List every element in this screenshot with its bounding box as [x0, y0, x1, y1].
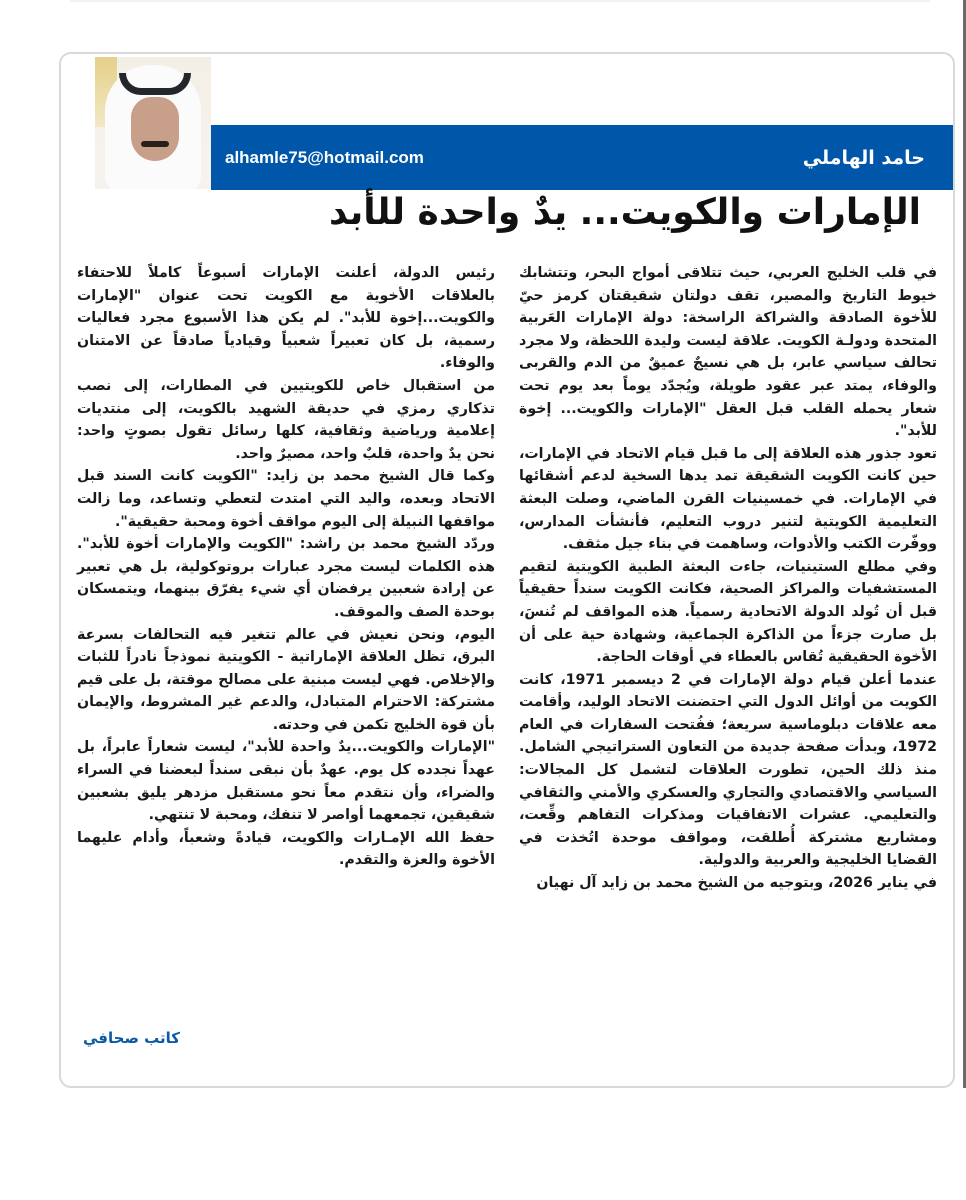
article-body: [77, 262, 937, 1062]
photo-mustache: [141, 141, 169, 147]
paragraph: وردّد الشيخ محمد بن راشد: "الكويت والإمارات أخوة للأبد". هذه الكلمات ليست مجرد عبارات بروتوكولية، بل هي تعبير عن إرادة شعبين يرفضان أي شيء يفرّق بينهما، ويتمسكان بوحدة الصف والموقف.: [77, 536, 495, 620]
article-card: [59, 52, 955, 1088]
photo-agal: [119, 73, 191, 95]
paragraph: تعود جذور هذه العلاقة إلى ما قبل قيام الاتحاد في الإمارات، حين كانت الكويت الشقيقة تمد يدها السخية لدعم أشقائها في الإمارات. في خمسينيات القرن الماضي، وصلت البعثة التعليمية الكويتية لتنير دروب التعليم، فأنشأت المدارس، ووفّرت الكتب والأدوات، وساهمت في بناء جيل مثقف.: [519, 445, 937, 553]
paragraph: رئيس الدولة، أعلنت الإمارات أسبوعاً كاملاً للاحتفاء بالعلاقات الأخوية مع الكويت تحت عنوان "الإمارات والكويت...إخوة للأبد". لم يكن هذا الأسبوع مجرد فعاليات رسمية، بل كان تعبيراً شعبياً وقيادياً صادقاً عن الامتنان والوفاء.: [77, 265, 495, 372]
paragraph: وكما قال الشيخ محمد بن زايد: "الكويت كانت السند قبل الاتحاد وبعده، واليد التي امتدت لتعطي وتساعد، وما زالت مواقفها النبيلة إلى اليوم مواقف أخوة ومحبة حقيقية".: [77, 468, 495, 530]
author-photo: [95, 57, 211, 189]
paragraph: "الإمارات والكويت...يدٌ واحدة للأبد"، ليست شعاراً عابراً، بل عهداً نجدده كل يوم. عهدٌ بأن نبقى سنداً لبعضنا في السراء والضراء، وأن نتقدم معاً نحو مستقبل مزدهر يليق بشعبين شقيقين، تجمعهما أواصر لا تنفك، ومحبة لا تنتهي.: [77, 739, 495, 824]
paragraph: في قلب الخليج العربي، حيث تتلاقى أمواج البحر، وتتشابك خيوط التاريخ والمصير، تقف دولتان شقيقتان كرمز حيّ للأخوة الصادقة والشراكة الراسخة: دولة الإمارات العَربية المتحدة ودولـة الكويت. علاقة ليست وليدة اللحظة، ولا مجرد تحالف سياسي عابر، بل هي نسيجٌ عميقٌ من الدم والقربى والوفاء، يمتد عبر عقود طويلة، ويُجدّد يوماً بعد يوم تحت شعار يحمله القلب قبل العقل "الإمارات والكويت... إخوة للأبد".: [519, 265, 937, 440]
paragraph: من استقبال خاص للكويتيين في المطارات، إلى نصب تذكاري رمزي في حديقة الشهيد بالكويت، إلى منتديات إعلامية ورياضية وثقافية، كلها رسائل تقول بصوتٍ واحد: نحن يدٌ واحدة، قلبٌ واحد، مصيرٌ واحد.: [77, 377, 495, 462]
paragraph: عندما أعلن قيام دولة الإمارات في 2 ديسمبر 1971، كانت الكويت من أوائل الدول التي احتضنت الاتحاد الوليد، وأقامت معه علاقات دبلوماسية سريعة؛ ففُتحت السفارات في العام 1972، وبدأت صفحة جديدة من التعاون الستراتيجي الشامل. منذ ذلك الحين، تطورت العلاقات لتشمل كل المجالات: السياسي والاقتصادي والتجاري والعسكري والأمني والثقافي والتعليمي. عشرات الاتفاقيات ومذكرات التفاهم وقِّعت، ومشاريع مشتركة أُطلقت، ومواقف موحدة اتُخذت في القضايا الخليجية والعربية والدولية.: [519, 671, 937, 869]
left-column: [77, 262, 495, 1062]
article-title: الإمارات والكويت... يدٌ واحدة للأبد: [328, 192, 921, 233]
author-byline: كاتب صحافي: [83, 1029, 181, 1047]
photo-face: [131, 97, 179, 161]
author-email[interactable]: alhamle75@hotmail.com: [225, 147, 424, 167]
author-name: حامد الهاملي: [802, 146, 925, 169]
top-divider: [70, 0, 930, 2]
paragraph: وفي مطلع الستينيات، جاءت البعثة الطبية الكويتية لتقيم المستشفيات والمراكز الصحية، فكانت الكويت سنداً حقيقياً قبل أن تُولد الدولة الاتحادية رسمياً. هذه المواقف لم تُنسَ، بل صارت جزءاً من الذاكرة الجماعية، وشهادة حية على أن الأخوة الحقيقية تُقاس بالعطاء في أوقات الحاجة.: [519, 558, 937, 666]
right-column: [519, 262, 937, 1062]
paragraph: حفظ الله الإمـارات والكويت، قيادةً وشعباً، وأدام عليهما الأخوة والعزة والتقدم.: [77, 829, 495, 869]
author-banner: [211, 125, 953, 190]
paragraph: في يناير 2026، وبتوجيه من الشيخ محمد بن زايد آل نهيان: [536, 875, 937, 892]
paragraph: اليوم، ونحن نعيش في عالم تتغير فيه التحالفات بسرعة البرق، تظل العلاقة الإماراتية - الكويتية نموذجاً نادراً للثبات والإخلاص. فهي ليست مبنية على مصالح موقتة، بل على قيم مشتركة: الاحترام المتبادل، والدعم غير المشروط، والإيمان بأن قوة الخليج تكمن في وحدته.: [77, 626, 495, 733]
